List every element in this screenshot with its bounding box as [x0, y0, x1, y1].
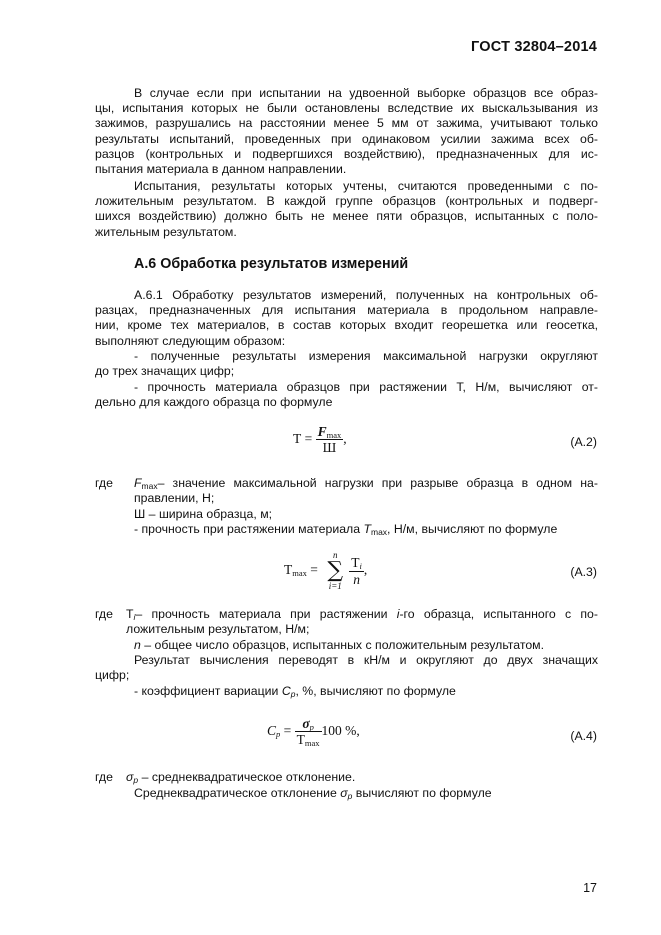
text-line: разцах, предназначенных для испытания материала в продольном направле-	[95, 303, 598, 318]
text-line: ложительным результатом. В каждой группе образцов (контрольных и подверг-	[95, 194, 598, 209]
equation-number-a3: (А.3)	[570, 565, 597, 579]
intro-paragraph-1	[95, 86, 598, 177]
fraction-denominator: $Т_{max}$	[296, 732, 320, 749]
fraction-numerator: $\sigma_p$	[295, 716, 322, 732]
text-line: выполняют следующим образом:	[95, 333, 286, 348]
text-line: ложительным результатом, Н/м;	[126, 622, 310, 637]
fraction	[316, 424, 347, 456]
fraction-denominator: Ш	[322, 440, 337, 456]
section-heading: А.6 Обработка результатов измерений	[134, 256, 409, 272]
std-deviation-intro: Среднеквадратическое отклонение $\sigma_p$ вычисляют по формуле	[134, 786, 492, 801]
text-line: А.6.1 Обработку результатов измерений, полученных на контрольных об-	[134, 288, 598, 302]
fraction	[349, 555, 364, 586]
text-line: пытания материала в данном направлении.	[95, 162, 347, 177]
section-paragraph-1	[95, 288, 598, 349]
where-label-2: где	[95, 607, 113, 621]
text-line: цы, испытания которых не были остановлены вследствие их выскальзывания из	[95, 101, 598, 116]
text-line: шихся воздействию) должно быть не менее пяти образцов, испытанных с поло-	[95, 209, 598, 224]
equation-number-a2: (А.2)	[570, 435, 597, 449]
formula-a3: $Т_{max}$ = n ∑ i=1 $\frac{Т_i}{n}$ ,	[284, 550, 368, 591]
where-label-1: где	[95, 476, 113, 490]
text-line: Испытания, результаты которых учтены, считаются проведенными с по-	[134, 179, 598, 193]
bullet-rounding	[95, 349, 598, 379]
formula-tail: ,	[343, 430, 347, 446]
text-line: - прочность материала образцов при растяжении Т, Н/м, вычисляют от-	[134, 380, 598, 394]
where-n: n – общее число образцов, испытанных с положительным результатом.	[134, 638, 545, 652]
where-tmax-intro: - прочность при растяжении материала $T_{max}$, Н/м, вычисляют по формуле	[134, 522, 558, 537]
fraction-numerator: $Т_i$	[351, 555, 362, 572]
page-number: 17	[583, 881, 597, 895]
text-line: В случае если при испытании на удвоенной выборке образцов все образ-	[134, 86, 598, 100]
where-fmax: $F_{max}-$ значение максимальной нагрузки при разрыве образца в одном на- правлении, Н;	[134, 476, 598, 506]
result-conversion	[95, 653, 598, 683]
text-line: зажимов, разрушались на расстоянии менее 5 мм от зажима, учитывают только	[95, 116, 598, 131]
fraction-numerator: $F_{max}$	[317, 424, 342, 440]
bullet-strength	[95, 380, 598, 410]
fraction	[295, 716, 322, 747]
intro-paragraph-2	[95, 179, 598, 240]
variation-coef-intro: - коэффициент вариации $C_p$, %, вычисляют по формуле	[134, 684, 456, 699]
document-header: ГОСТ 32804–2014	[471, 39, 597, 55]
text-line: - полученные результаты измерения максимальной нагрузки округляют	[134, 349, 598, 363]
where-label-3: где	[95, 770, 113, 784]
text-line: до трех значащих цифр;	[95, 364, 235, 379]
where-ti: $Т_i-$ прочность материала при растяжении i-го образца, испытанного с по- ложительным результатом, Н/м;	[126, 607, 598, 637]
where-sigma: $\sigma_p$ – среднеквадратическое отклонение.	[126, 770, 356, 785]
text-line: Результат вычисления переводят в кН/м и округляют до двух значащих	[134, 653, 598, 667]
summation: n ∑ i=1	[327, 550, 344, 591]
text-line: разцов (контрольных и подвергшихся воздействию), предназначенных для ис-	[95, 146, 598, 161]
formula-a2	[293, 424, 347, 455]
fraction-denominator: n	[353, 571, 360, 587]
text-line: результаты испытаний, проведенных при одинаковом усилии зажима всех об-	[95, 131, 598, 146]
text-line: цифр;	[95, 668, 130, 683]
text-line: нии, кроме тех материалов, в состав которых входит георешетка или геосетка,	[95, 318, 598, 333]
text-line: правлении, Н;	[134, 491, 215, 506]
where-width: Ш – ширина образца, м;	[134, 507, 273, 521]
text-line: дельно для каждого образца по формуле	[95, 395, 333, 410]
text-line: жительным результатом.	[95, 224, 237, 239]
formula-a4: $C_p$ = $\frac{\sigma_p}{Т_{max}}$ 100 %,	[267, 716, 360, 749]
equation-number-a4: (А.4)	[570, 729, 597, 743]
formula-lhs: Т =	[293, 430, 313, 446]
